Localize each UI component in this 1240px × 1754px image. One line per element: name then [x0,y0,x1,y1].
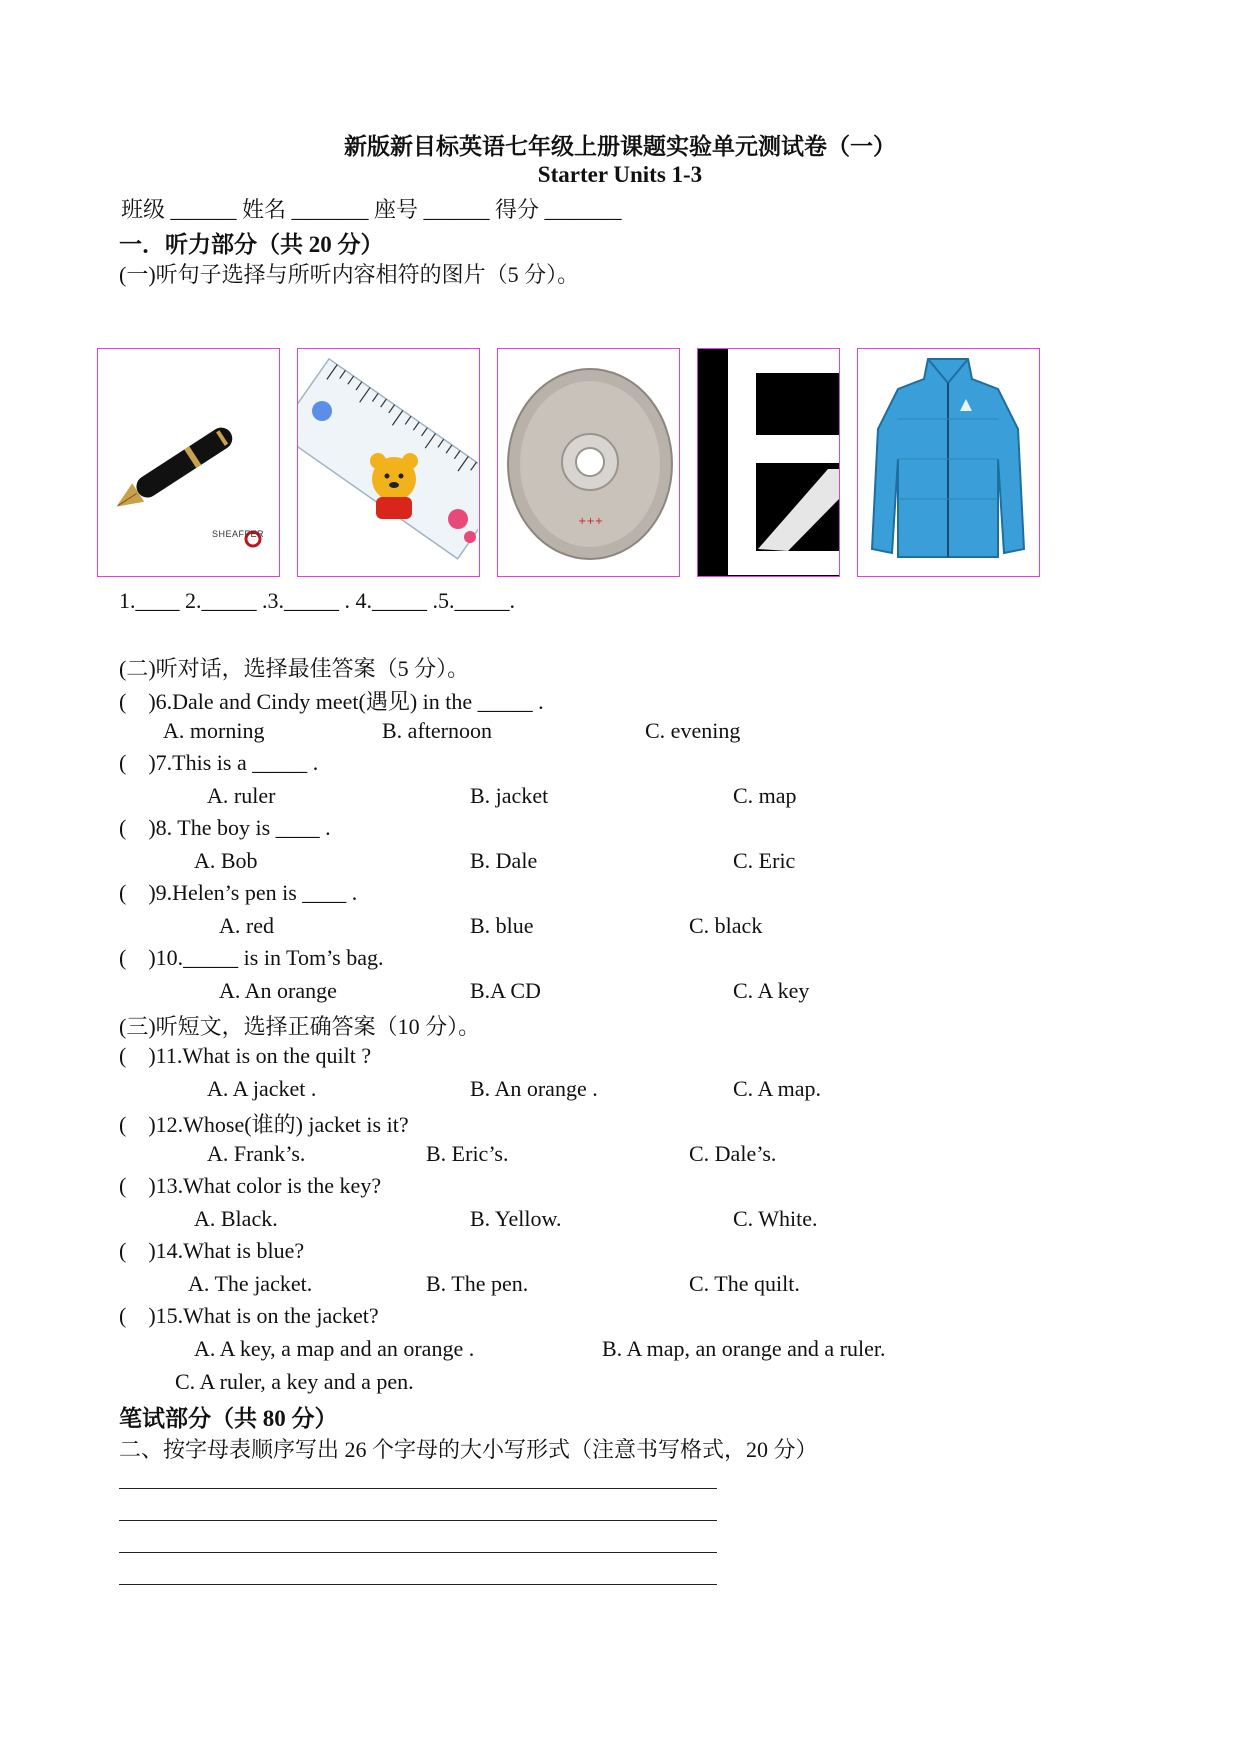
q13-option-a: A. Black. [194,1206,278,1231]
pen-brand-logo: SHEAFFER [211,529,264,539]
question-9: ( )9.Helen’s pen is ____ . [119,880,358,905]
written-section-heading: 笔试部分（共 80 分） [119,1406,338,1431]
q13-option-b: B. Yellow. [470,1206,562,1231]
student-info-line: 班级 ______ 姓名 _______ 座号 ______ 得分 _______ [110,197,622,222]
q6-option-b: B. afternoon [382,718,492,743]
q8-option-a: A. Bob [194,848,258,873]
q14-option-b: B. The pen. [426,1271,529,1296]
q14-option-a: A. The jacket. [188,1271,313,1296]
q15-option-b: B. A map, an orange and a ruler. [602,1336,886,1361]
question-11: ( )11.What is on the quilt ? [119,1043,372,1068]
svg-text:+++: +++ [578,516,604,527]
question-8: ( )8. The boy is ____ . [119,815,331,840]
picture-cd [497,348,680,577]
q9-option-c: C. black [689,913,763,938]
q9-option-a: A. red [219,913,274,938]
listening-section-heading: 一．听力部分（共 20 分） [119,232,384,257]
q11-option-c: C. A map. [733,1076,822,1101]
question-15: ( )15.What is on the jacket? [119,1303,379,1328]
q12-option-a: A. Frank’s. [207,1141,306,1166]
q15-option-c: C. A ruler, a key and a pen. [175,1369,414,1394]
q10-option-c: C. A key [733,978,810,1003]
q11-option-b: B. An orange . [470,1076,598,1101]
q9-option-b: B. blue [470,913,534,938]
letter-e-icon [698,349,839,575]
section2-instruction: (二)听对话，选择最佳答案（5 分）。 [119,656,470,681]
q11-option-a: A. A jacket . [207,1076,317,1101]
page-subtitle: Starter Units 1-3 [537,162,703,187]
q8-option-b: B. Dale [470,848,538,873]
page-title: 新版新目标英语七年级上册课题实验单元测试卷（一） [344,134,896,159]
picture-jacket [857,348,1040,577]
q6-option-a: A. morning [163,718,265,743]
fountain-pen-icon [98,349,278,575]
q14-option-c: C. The quilt. [689,1271,800,1296]
q6-option-c: C. evening [645,718,741,743]
jacket-icon [858,349,1038,575]
writing-line [119,1520,717,1521]
cd-icon [498,349,678,575]
section3-instruction: (三)听短文，选择正确答案（10 分）。 [119,1014,481,1039]
picture-ruler [297,348,480,577]
q7-option-c: C. map [733,783,797,808]
question-7: ( )7.This is a _____ . [119,750,319,775]
q7-option-a: A. ruler [207,783,276,808]
question-14: ( )14.What is blue? [119,1238,305,1263]
picture-answer-line: 1.____ 2._____ .3._____ . 4._____ .5._____. [119,588,515,613]
question-12: ( )12.Whose(谁的) jacket is it? [119,1112,409,1137]
question-6: ( )6.Dale and Cindy meet(遇见) in the _____ . [119,689,544,714]
q8-option-c: C. Eric [733,848,796,873]
q7-option-b: B. jacket [470,783,549,808]
q10-option-a: A. An orange [219,978,337,1003]
q15-option-a: A. A key, a map and an orange . [194,1336,475,1361]
writing-line [119,1488,717,1489]
q10-option-b: B.A CD [470,978,541,1003]
alphabet-instruction: 二、按字母表顺序写出 26 个字母的大小写形式（注意书写格式，20 分） [119,1437,818,1462]
ruler-icon [298,349,478,575]
q12-option-c: C. Dale’s. [689,1141,777,1166]
question-13: ( )13.What color is the key? [119,1173,382,1198]
writing-line [119,1552,717,1553]
writing-line [119,1584,717,1585]
section1-instruction: (一)听句子选择与所听内容相符的图片（5 分）。 [119,262,580,287]
picture-letter-e [697,348,840,577]
picture-pen [97,348,280,577]
q12-option-b: B. Eric’s. [426,1141,509,1166]
question-10: ( )10._____ is in Tom’s bag. [119,945,384,970]
q13-option-c: C. White. [733,1206,818,1231]
